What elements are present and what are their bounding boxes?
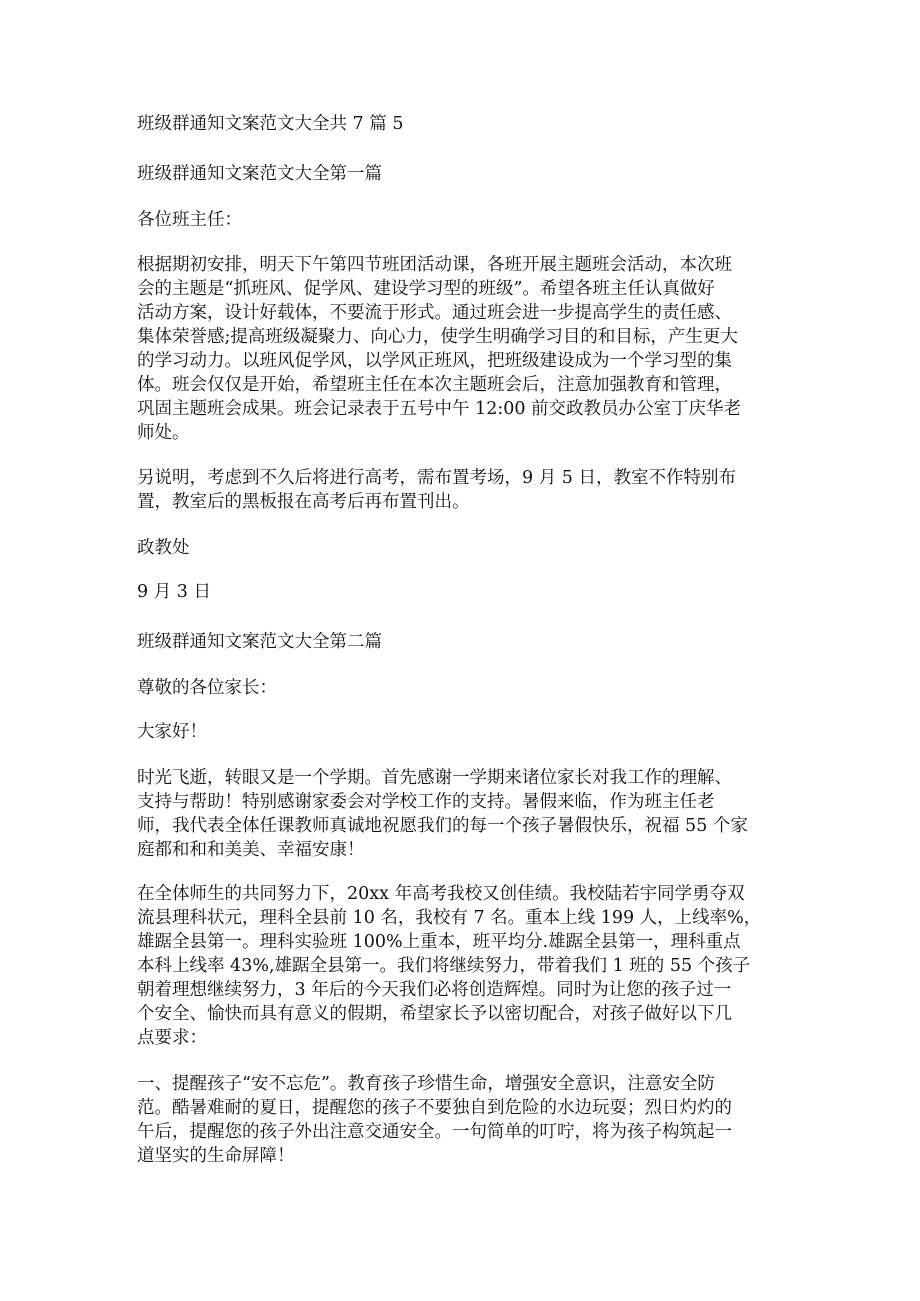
text-line: 集体荣誉感;提高班级凝聚力、向心力，使学生明确学习目的和目标，产生更大 bbox=[137, 327, 738, 347]
section1-date: 9 月 3 日 bbox=[137, 582, 211, 602]
section2-greeting: 大家好！ bbox=[137, 722, 207, 742]
text-line: 朝着理想继续努力，3 年后的今天我们必将创造辉煌。同时为让您的孩子过一 bbox=[137, 980, 732, 1000]
text-line: 师，我代表全体任课教师真诚地祝愿我们的每一个孩子暑假快乐，祝福 55 个家 bbox=[137, 816, 748, 836]
text-line: 的学习动力。以班风促学风，以学风正班风，把班级建设成为一个学习型的集 bbox=[137, 351, 732, 371]
text-line: 道坚实的生命屏障！ bbox=[137, 1146, 295, 1166]
text-line: 个安全、愉快而具有意义的假期，希望家长予以密切配合，对孩子做好以下几 bbox=[137, 1004, 732, 1024]
section1-salutation: 各位班主任： bbox=[137, 210, 242, 230]
text-line: 体。班会仅仅是开始，希望班主任在本次主题班会后，注意加强教育和管理， bbox=[137, 375, 732, 395]
text-line: 午后，提醒您的孩子外出注意交通安全。一句简单的叮咛，将为孩子构筑起一 bbox=[137, 1122, 732, 1142]
section1-heading: 班级群通知文案范文大全第一篇 bbox=[137, 164, 382, 184]
text-line: 会的主题是“抓班风、促学风、建设学习型的班级”。希望各班主任认真做好 bbox=[137, 279, 715, 299]
document-title: 班级群通知文案范文大全共 7 篇 5 bbox=[137, 114, 404, 134]
text-line: 置，教室后的黑板报在高考后再布置刊出。 bbox=[137, 492, 470, 512]
text-line: 师处。 bbox=[137, 423, 190, 443]
text-line: 一、提醒孩子“安不忘危”。教育孩子珍惜生命，增强安全意识，注意安全防 bbox=[137, 1074, 715, 1094]
text-line: 时光飞逝，转眼又是一个学期。首先感谢一学期来诸位家长对我工作的理解、 bbox=[137, 768, 732, 788]
text-line: 本科上线率 43%,雄踞全县第一。我们将继续努力，带着我们 1 班的 55 个孩子 bbox=[137, 956, 751, 976]
text-line: 支持与帮助！特别感谢家委会对学校工作的支持。暑假来临，作为班主任老 bbox=[137, 792, 715, 812]
text-line: 在全体师生的共同努力下，20xx 年高考我校又创佳绩。我校陆若宇同学勇夺双 bbox=[137, 884, 745, 904]
section2-heading: 班级群通知文案范文大全第二篇 bbox=[137, 632, 382, 652]
section2-salutation: 尊敬的各位家长： bbox=[137, 678, 277, 698]
text-line: 根据期初安排，明天下午第四节班团活动课，各班开展主题班会活动，本次班 bbox=[137, 255, 732, 275]
text-line: 流县理科状元，理科全县前 10 名，我校有 7 名。重本上线 199 人，上线率%， bbox=[137, 908, 762, 928]
text-line: 雄踞全县第一。理科实验班 100%上重本，班平均分.雄踞全县第一，理科重点 bbox=[137, 932, 741, 952]
section1-signature: 政教处 bbox=[137, 538, 190, 558]
text-line: 另说明，考虑到不久后将进行高考，需布置考场，9 月 5 日，教室不作特别布 bbox=[137, 468, 736, 488]
text-line: 活动方案，设计好载体，不要流于形式。通过班会进一步提高学生的责任感、 bbox=[137, 303, 732, 323]
text-line: 范。酷暑难耐的夏日，提醒您的孩子不要独自到危险的水边玩耍；烈日灼灼的 bbox=[137, 1098, 732, 1118]
text-line: 点要求： bbox=[137, 1028, 207, 1048]
text-line: 巩固主题班会成果。班会记录表于五号中午 12:00 前交政教员办公室丁庆华老 bbox=[137, 399, 742, 419]
text-line: 庭都和和和美美、幸福安康！ bbox=[137, 840, 365, 860]
